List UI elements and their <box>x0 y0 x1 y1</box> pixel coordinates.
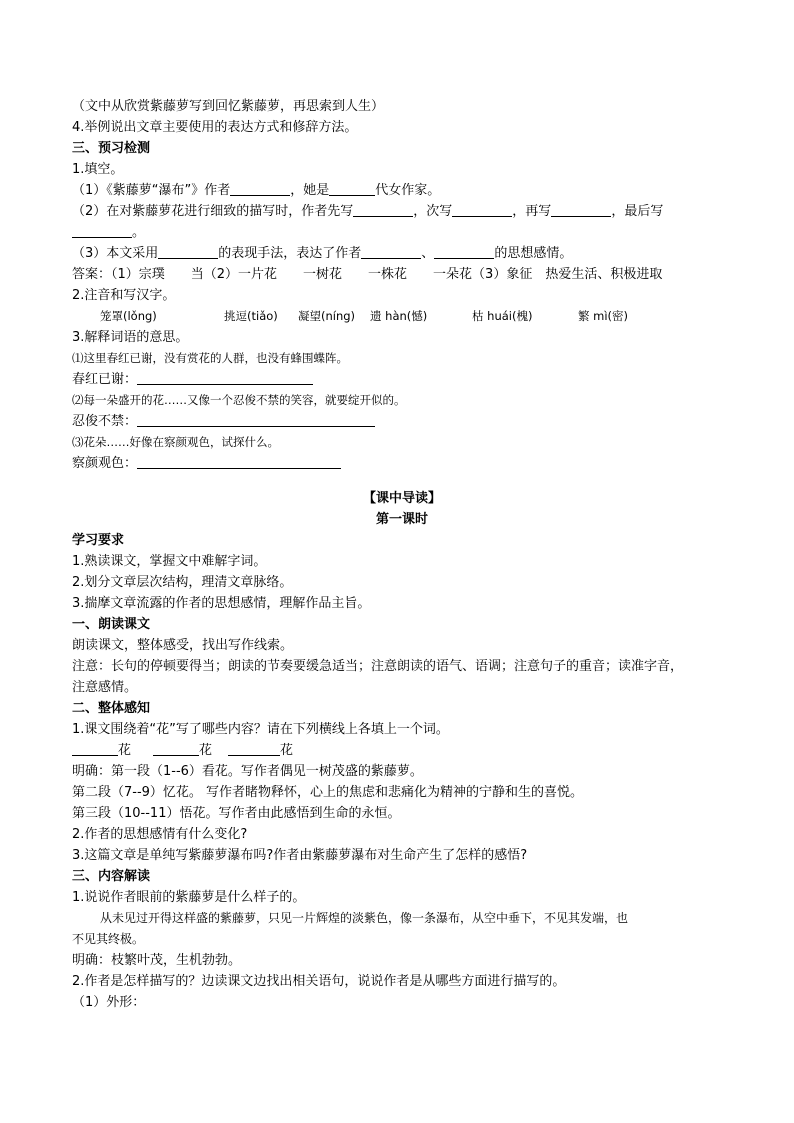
pinyin-row <box>72 306 732 327</box>
text-line: 3.这篇文章是单纯写紫藤萝瀑布吗?作者由紫藤萝瀑布对生命产生了怎样的感悟? <box>72 848 528 863</box>
blank[interactable] <box>158 244 218 259</box>
text-line: 2.注音和写汉字。 <box>72 288 176 303</box>
answer-blank[interactable] <box>137 454 341 469</box>
text-line: （1）外形： <box>72 995 146 1010</box>
text-line: 2.划分文章层次结构，理清文章脉络。 <box>72 575 293 590</box>
blank[interactable] <box>452 202 512 217</box>
text-line: （文中从欣赏紫藤萝写到回忆紫藤萝，再思索到人生） <box>72 99 385 114</box>
term-line: 察颜观色： <box>72 453 732 474</box>
text-line: 1.说说作者眼前的紫藤萝是什么样子的。 <box>72 890 306 905</box>
blank[interactable] <box>353 202 413 217</box>
text-line: 2.作者是怎样描写的？边读课文边找出相关语句，说说作者是从哪些方面进行描写的。 <box>72 974 566 989</box>
pinyin-item: 凝望(níng) <box>298 309 356 323</box>
section-title: 【课中导读】 <box>362 491 441 506</box>
worksheet-page <box>72 96 732 1013</box>
text-line: 第二段（7--9）忆花。 写作者睹物释怀，心上的焦虑和悲痛化为精神的宁静和生的喜悦。 <box>72 785 584 800</box>
fill-question-1: （1）《紫藤萝“瀑布”》作者 ，她是 代女作家。 <box>72 183 441 198</box>
term-line: 忍俊不禁： <box>72 411 732 432</box>
quote-line: 不见其终极。 <box>72 932 145 946</box>
fill-question-2-cont: 。 <box>72 222 732 243</box>
section-heading: 三、内容解读 <box>72 869 151 884</box>
text-line: 明确：第一段（1--6）看花。写作者偶见一树茂盛的紫藤萝。 <box>72 764 423 779</box>
pinyin-item: 繁 mì(密) <box>578 309 629 323</box>
text-line: 明确：枝繁叶茂，生机勃勃。 <box>72 953 242 968</box>
flower-blanks: 花 花 花 <box>72 740 732 761</box>
pinyin-item: 遗 hàn(憾) <box>370 309 428 323</box>
blank[interactable] <box>72 741 118 756</box>
text-line: 1.填空。 <box>72 162 124 177</box>
example-sentence: ⑵每一朵盛开的花……又像一个忍俊不禁的笑容，就要绽开似的。 <box>72 393 406 407</box>
answer-line: 答案：（1）宗璞 当（2）一片花 一树花 一株花 一朵花（3）象征 热爱生活、积极进取 <box>72 267 663 282</box>
text-line: 1.课文围绕着“花”写了哪些内容？请在下列横线上各填上一个词。 <box>72 722 449 737</box>
example-sentence: ⑶花朵……好像在察颜观色，试探什么。 <box>72 435 279 449</box>
fill-question-3: （3）本文采用 的表现手法，表达了作者 、 的思想感情。 <box>72 246 573 261</box>
blank[interactable] <box>230 181 290 196</box>
text-line: 注意感情。 <box>72 680 138 695</box>
answer-blank[interactable] <box>137 370 313 385</box>
example-sentence: ⑴这里春红已谢，没有赏花的人群，也没有蜂围蝶阵。 <box>72 351 348 365</box>
section-heading: 三、预习检测 <box>72 141 151 156</box>
blank[interactable] <box>551 202 611 217</box>
blank[interactable] <box>434 244 494 259</box>
text-line: 第三段（10--11）悟花。写作者由此感悟到生命的永恒。 <box>72 806 401 821</box>
text-line: 2.作者的思想感情有什么变化? <box>72 827 248 842</box>
blank[interactable] <box>72 223 132 238</box>
blank[interactable] <box>329 181 375 196</box>
text-line: 3.解释词语的意思。 <box>72 330 189 345</box>
blank[interactable] <box>361 244 421 259</box>
pinyin-item: 枯 huái(槐) <box>472 309 533 323</box>
quote-line: 从未见过开得这样盛的紫藤萝，只见一片辉煌的淡紫色，像一条瀑布，从空中垂下，不见其发端，也 <box>100 911 629 925</box>
text-line: 1.熟读课文，掌握文中难解字词。 <box>72 554 267 569</box>
lesson-title: 第一课时 <box>375 512 428 527</box>
text-line: 4.举例说出文章主要使用的表达方式和修辞方法。 <box>72 120 358 135</box>
term-line: 春红已谢： <box>72 369 732 390</box>
text-line: 3.揣摩文章流露的作者的思想感情，理解作品主旨。 <box>72 596 371 611</box>
section-heading: 学习要求 <box>72 533 125 548</box>
pinyin-item: 笼罩(lǒng) <box>100 309 157 323</box>
answer-blank[interactable] <box>137 412 375 427</box>
text-line: 注意：长句的停顿要得当；朗读的节奏要缓急适当；注意朗读的语气、语调；注意句子的重音；读准字音， <box>72 659 684 674</box>
text-line: 朗读课文，整体感受，找出写作线索。 <box>72 638 294 653</box>
fill-question-2: （2）在对紫藤萝花进行细致的描写时，作者先写 ，次写 ，再写 ，最后写 <box>72 204 664 219</box>
pinyin-item: 挑逗(tiǎo) <box>224 309 278 323</box>
blank[interactable] <box>153 741 199 756</box>
blank[interactable] <box>228 741 280 756</box>
section-heading: 二、整体感知 <box>72 701 151 716</box>
section-heading: 一、朗读课文 <box>72 617 151 632</box>
